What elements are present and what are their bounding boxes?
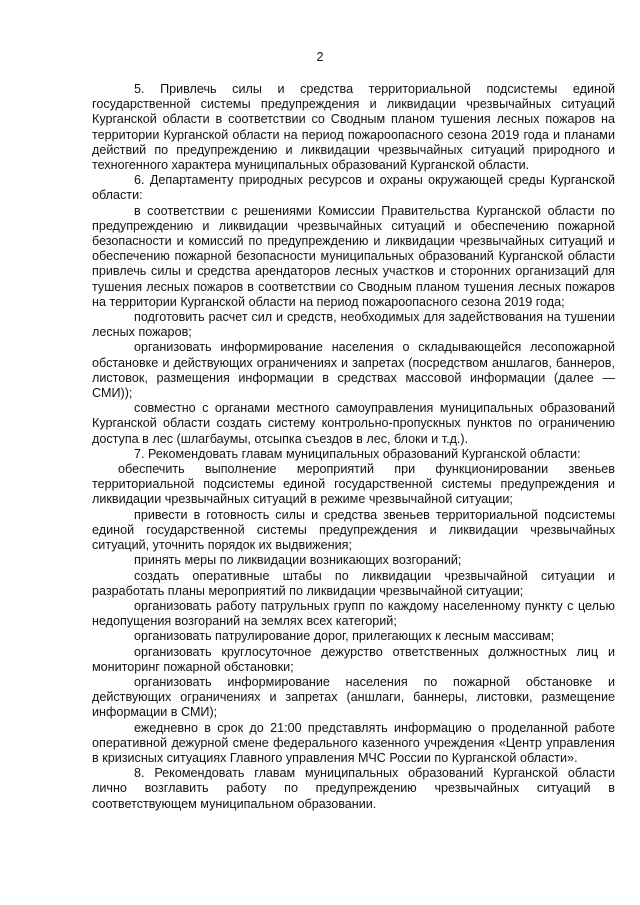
paragraph-5: 5. Привлечь силы и средства территориальной подсистемы единой государственной системы предупреждения и ликвидации чрезвычайных ситуаций Курганской области в соответствии со Сводным планом тушения лесных пожаров на территории Курганской области на период пожароопасного сезона 2019 года и планами действий по предупреждению и ликвидации чрезвычайных ситуаций природного и техногенного характера муниципальных образований Курганской области. [92,82,615,173]
page-number: 2 [316,50,324,64]
paragraph-7-item-9: ежедневно в срок до 21:00 представлять информацию о проделанной работе оперативной дежурной смене федерального казенного учреждения «Центр управления в кризисных ситуациях Главного управления МЧС России по Курганской области». [92,720,615,765]
paragraph-6-item-4: совместно с органами местного самоуправления муниципальных образований Курганской области создать систему контрольно-пропускных пунктов по ограничению доступа в лес (шлагбаумы, отсыпка съездов в лес, блоки и т.д.). [92,401,615,446]
paragraph-6-item-3: организовать информирование населения о складывающейся лесопожарной обстановке и действующих ограничениях и запретах (посредством аншлагов, баннеров, листовок, размещения информации в средствах массовой информации (далее — СМИ)); [92,340,615,401]
paragraph-7-item-4: создать оперативные штабы по ликвидации чрезвычайной ситуации и разработать планы мероприятий по ликвидации чрезвычайной ситуации; [92,568,615,598]
paragraph-7-item-3: принять меры по ликвидации возникающих возгораний; [134,553,462,568]
paragraph-7-item-7: организовать круглосуточное дежурство ответственных должностных лиц и мониторинг пожарной обстановки; [92,644,615,674]
paragraph-7-item-2: привести в готовность силы и средства звеньев территориальной подсистемы единой государственной системы предупреждения и ликвидации чрезвычайных ситуаций, уточнить порядок их выдвижения; [92,507,615,553]
paragraph-8: 8. Рекомендовать главам муниципальных образований Курганской области лично возглавить работу по предупреждению чрезвычайных ситуаций в соответствующем муниципальном образовании. [92,766,615,811]
paragraph-6-item-1: в соответствии с решениями Комиссии Правительства Курганской области по предупреждению и ликвидации чрезвычайных ситуаций и обеспечению пожарной безопасности и комиссий по предупреждению и ликвидации чрезвычайных ситуаций и обеспечению пожарной безопасности муниципальных образований Курганской области привлечь силы и средства арендаторов лесных участков и сторонних организаций для тушения лесных пожаров в соответствии со Сводным планом тушения лесных пожаров на территории Курганской области на период пожароопасного сезона 2019 года; [92,203,615,309]
paragraph-7-item-8: организовать информирование населения по пожарной обстановке и действующих ограничениях и запретах (аншлаги, баннеры, листовки, размещение информации в СМИ); [92,674,615,720]
paragraph-6-item-2: подготовить расчет сил и средств, необходимых для задействования на тушении лесных пожаров; [92,310,615,340]
document-body [92,82,615,812]
paragraph-6: 6. Департаменту природных ресурсов и охраны окружающей среды Курганской области: [92,173,615,203]
paragraph-7-item-1: обеспечить выполнение мероприятий при функционировании звеньев территориальной подсистемы единой государственной системы предупреждения и ликвидации чрезвычайных ситуаций в режиме чрезвычайной ситуации; [92,462,615,507]
paragraph-7-item-5: организовать работу патрульных групп по каждому населенному пункту с целью недопущения возгораний на землях всех категорий; [92,598,615,629]
paragraph-7: 7. Рекомендовать главам муниципальных образований Курганской области: [134,446,581,461]
paragraph-7-item-6: организовать патрулирование дорог, прилегающих к лесным массивам; [134,629,555,644]
